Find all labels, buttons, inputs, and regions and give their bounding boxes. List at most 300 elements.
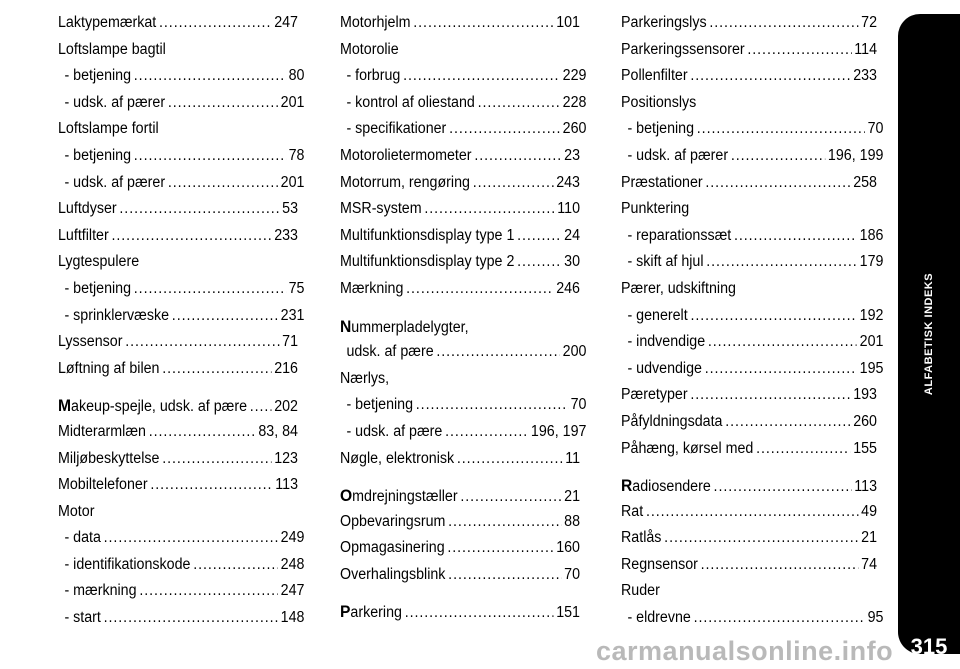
leader-dots bbox=[125, 333, 279, 351]
leader-dots bbox=[708, 333, 857, 351]
entry-text: Loftslampe bagtil bbox=[58, 40, 166, 58]
entry-label bbox=[627, 307, 687, 325]
entry-label bbox=[340, 566, 445, 584]
index-entry bbox=[621, 360, 883, 387]
index-entry bbox=[58, 307, 304, 334]
entry-initial: M bbox=[58, 396, 72, 416]
entry-text: - indvendige bbox=[627, 333, 706, 351]
entry-text: Overhalingsblink bbox=[340, 565, 446, 583]
entry-page: 247 bbox=[280, 582, 305, 600]
entry-page: 201 bbox=[859, 333, 884, 351]
entry-text: akeup-spejle, udsk. af pære bbox=[71, 398, 248, 416]
entry-label bbox=[340, 513, 445, 531]
leader-dots bbox=[193, 556, 278, 574]
entry-label bbox=[340, 486, 458, 506]
entry-text: - betjening bbox=[64, 146, 132, 164]
leader-dots bbox=[405, 604, 554, 622]
leader-dots bbox=[517, 227, 561, 245]
entry-label bbox=[621, 94, 696, 112]
entry-text: Løftning af bilen bbox=[58, 359, 160, 377]
index-entry bbox=[58, 423, 298, 450]
entry-text: Opbevaringsrum bbox=[340, 512, 446, 530]
leader-dots bbox=[690, 386, 850, 404]
entry-page: 114 bbox=[854, 40, 878, 58]
index-entry bbox=[340, 602, 580, 629]
leader-dots bbox=[424, 200, 554, 218]
entry-page: 148 bbox=[280, 609, 305, 627]
index-entry bbox=[58, 529, 304, 556]
index-entry bbox=[621, 307, 883, 334]
entry-page: 72 bbox=[861, 14, 878, 31]
entry-text: - start bbox=[64, 609, 101, 627]
leader-dots bbox=[168, 94, 278, 112]
entry-text: Pollenfilter bbox=[621, 67, 688, 85]
entry-text: adiosendere bbox=[632, 478, 711, 496]
entry-text: - udsk. af pærer bbox=[64, 93, 166, 111]
entry-label bbox=[58, 253, 139, 271]
entry-label bbox=[621, 440, 753, 458]
entry-page: 260 bbox=[562, 120, 587, 138]
entry-page: 11 bbox=[565, 449, 581, 467]
index-entry bbox=[621, 609, 883, 636]
entry-text: Pærer, udskiftning bbox=[621, 279, 736, 297]
entry-page: 30 bbox=[564, 253, 581, 271]
entry-text: MSR-system bbox=[340, 200, 422, 218]
entry-page: 193 bbox=[853, 386, 878, 404]
index-entry bbox=[340, 539, 580, 566]
entry-label bbox=[627, 120, 694, 138]
entry-initial: R bbox=[621, 476, 633, 496]
index-entry bbox=[58, 609, 304, 636]
leader-dots bbox=[705, 360, 857, 378]
entry-label bbox=[627, 227, 731, 245]
entry-text: Luftfilter bbox=[58, 226, 109, 244]
entry-page: 24 bbox=[564, 226, 581, 244]
entry-initial: O bbox=[340, 486, 353, 506]
entry-label bbox=[340, 200, 422, 218]
entry-label bbox=[621, 476, 711, 496]
index-entry bbox=[340, 200, 580, 227]
entry-page: 233 bbox=[274, 226, 299, 244]
entry-label bbox=[627, 253, 703, 271]
leader-dots bbox=[709, 14, 858, 32]
index-entry bbox=[621, 147, 883, 174]
index-entry bbox=[621, 413, 877, 440]
entry-text: Motor bbox=[58, 502, 95, 520]
entry-page: 70 bbox=[570, 396, 587, 414]
entry-label bbox=[340, 253, 514, 271]
leader-dots bbox=[478, 94, 560, 112]
index-entry bbox=[58, 556, 304, 583]
index-entry bbox=[58, 94, 304, 121]
index-entry bbox=[621, 503, 877, 530]
page-number: 315 bbox=[910, 634, 948, 659]
entry-page: 83, 84 bbox=[258, 422, 299, 440]
entry-text: - udsk. af pærer bbox=[627, 146, 729, 164]
leader-dots bbox=[436, 343, 559, 361]
index-entry bbox=[340, 317, 580, 344]
entry-label bbox=[346, 67, 400, 85]
entry-page: 243 bbox=[556, 173, 581, 191]
entry-page: 258 bbox=[853, 173, 878, 191]
entry-text: - eldrevne bbox=[627, 609, 691, 627]
entry-page: 71 bbox=[282, 333, 299, 351]
entry-text: Pæretyper bbox=[621, 386, 688, 404]
entry-text: Mobiltelefoner bbox=[58, 476, 148, 494]
entry-text: - mærkning bbox=[64, 582, 137, 600]
index-entry bbox=[340, 450, 580, 477]
entry-label bbox=[621, 14, 707, 32]
leader-dots bbox=[172, 307, 278, 325]
leader-dots bbox=[457, 450, 563, 468]
entry-page: 231 bbox=[280, 306, 305, 324]
index-column-1 bbox=[58, 14, 305, 636]
leader-dots bbox=[111, 227, 271, 245]
entry-page: 249 bbox=[280, 529, 305, 547]
entry-label bbox=[58, 476, 148, 494]
index-entry bbox=[58, 147, 304, 174]
entry-label bbox=[64, 529, 100, 547]
entry-page: 113 bbox=[275, 476, 299, 494]
entry-page: 151 bbox=[556, 604, 581, 622]
entry-label bbox=[346, 120, 446, 138]
entry-text: Ruder bbox=[621, 582, 660, 600]
index-entry bbox=[621, 529, 877, 556]
leader-dots bbox=[694, 609, 865, 627]
leader-dots bbox=[104, 609, 278, 627]
entry-page: 200 bbox=[562, 343, 587, 361]
entry-label bbox=[621, 582, 660, 600]
entry-page: 74 bbox=[861, 555, 878, 573]
index-entry bbox=[58, 450, 298, 477]
entry-page: 216 bbox=[274, 359, 299, 377]
entry-page: 110 bbox=[557, 200, 581, 218]
entry-page: 53 bbox=[282, 200, 299, 218]
entry-label bbox=[340, 450, 454, 468]
entry-page: 247 bbox=[274, 14, 299, 31]
leader-dots bbox=[162, 450, 271, 468]
entry-label bbox=[627, 360, 702, 378]
entry-label bbox=[64, 582, 136, 600]
index-entry bbox=[58, 14, 298, 41]
entry-text: Multifunktionsdisplay type 1 bbox=[340, 226, 515, 244]
entry-text: Lygtespulere bbox=[58, 253, 140, 271]
index-entry bbox=[621, 174, 877, 201]
index-entry bbox=[621, 120, 883, 147]
entry-text: - betjening bbox=[64, 279, 132, 297]
entry-label bbox=[346, 94, 474, 112]
entry-page: 248 bbox=[280, 555, 305, 573]
leader-dots bbox=[756, 440, 850, 458]
index-entry bbox=[58, 253, 298, 280]
entry-label bbox=[340, 370, 389, 388]
entry-label bbox=[340, 41, 399, 59]
entry-label bbox=[64, 174, 165, 192]
entry-text: Påhæng, kørsel med bbox=[621, 439, 754, 457]
entry-label bbox=[621, 413, 722, 431]
leader-dots bbox=[474, 147, 561, 165]
leader-dots bbox=[447, 539, 553, 557]
index-entry bbox=[58, 476, 298, 503]
entry-page: 23 bbox=[564, 146, 581, 164]
entry-page: 228 bbox=[562, 93, 587, 111]
entry-label bbox=[64, 556, 190, 574]
entry-text: Midterarmlæn bbox=[58, 422, 146, 440]
index-entry bbox=[621, 280, 877, 307]
index-entry bbox=[621, 476, 877, 503]
entry-label bbox=[621, 200, 689, 218]
entry-text: - udsk. af pærer bbox=[64, 173, 166, 191]
entry-label bbox=[340, 147, 472, 165]
index-entry bbox=[340, 343, 586, 370]
leader-dots bbox=[460, 488, 561, 506]
entry-label bbox=[58, 423, 146, 441]
entry-label bbox=[621, 41, 745, 59]
entry-page: 155 bbox=[853, 439, 878, 457]
entry-label bbox=[64, 147, 131, 165]
entry-page: 196, 197 bbox=[530, 422, 587, 440]
entry-label bbox=[340, 174, 470, 192]
entry-text: Opmagasinering bbox=[340, 539, 445, 557]
index-entry bbox=[340, 120, 586, 147]
leader-dots bbox=[725, 413, 850, 431]
index-entry bbox=[58, 120, 298, 147]
index-entry bbox=[58, 360, 298, 387]
entry-text: Motorhjelm bbox=[340, 14, 411, 31]
entry-page: 70 bbox=[867, 120, 884, 138]
entry-page: 179 bbox=[859, 253, 884, 271]
entry-text: Regnsensor bbox=[621, 555, 698, 573]
entry-label bbox=[621, 280, 736, 298]
entry-label bbox=[58, 333, 122, 351]
entry-text: - skift af hjul bbox=[627, 253, 704, 271]
entry-text: - identifikationskode bbox=[64, 555, 191, 573]
index-entry bbox=[58, 333, 298, 360]
index-entry bbox=[340, 147, 580, 174]
leader-dots bbox=[139, 582, 278, 600]
leader-dots bbox=[159, 14, 271, 32]
leader-dots bbox=[413, 14, 553, 32]
entry-text: Miljøbeskyttelse bbox=[58, 449, 160, 467]
index-entry bbox=[621, 227, 883, 254]
leader-dots bbox=[664, 529, 858, 547]
leader-dots bbox=[747, 41, 851, 59]
leader-dots bbox=[449, 120, 560, 138]
leader-dots bbox=[448, 566, 561, 584]
index-entry bbox=[58, 200, 298, 227]
entry-text: mdrejningstæller bbox=[352, 488, 458, 506]
entry-text: Luftdyser bbox=[58, 200, 117, 218]
index-entry bbox=[340, 280, 580, 307]
entry-label bbox=[58, 120, 159, 138]
entry-label bbox=[58, 200, 117, 218]
entry-label bbox=[64, 609, 100, 627]
entry-text: - sprinklervæske bbox=[64, 306, 170, 324]
entry-text: - udsk. af pære bbox=[346, 422, 443, 440]
entry-page: 75 bbox=[288, 279, 305, 297]
index-entry bbox=[58, 67, 304, 94]
index-entry bbox=[340, 67, 586, 94]
entry-text: Ratlås bbox=[621, 529, 662, 547]
entry-label bbox=[621, 386, 688, 404]
entry-page: 246 bbox=[556, 279, 581, 297]
leader-dots bbox=[731, 147, 825, 165]
entry-text: Parkeringslys bbox=[621, 14, 707, 31]
entry-text: udsk. af pære bbox=[346, 343, 434, 361]
index-entry bbox=[340, 566, 580, 593]
entry-page: 113 bbox=[854, 478, 878, 496]
entry-text: Punktering bbox=[621, 200, 690, 218]
leader-dots bbox=[690, 67, 850, 85]
index-entry bbox=[340, 396, 586, 423]
index-entry bbox=[340, 486, 580, 513]
entry-label bbox=[627, 147, 728, 165]
watermark: carmanualsonline.info bbox=[596, 636, 894, 666]
entry-text: - forbrug bbox=[346, 67, 401, 85]
entry-text: Præstationer bbox=[621, 173, 703, 191]
entry-text: Nærlys, bbox=[340, 369, 390, 387]
leader-dots bbox=[134, 67, 286, 85]
entry-label bbox=[621, 503, 643, 521]
entry-label bbox=[64, 307, 169, 325]
index-entry bbox=[340, 513, 580, 540]
entry-text: Multifunktionsdisplay type 2 bbox=[340, 253, 515, 271]
entry-label bbox=[58, 503, 94, 521]
index-entry bbox=[58, 503, 298, 530]
leader-dots bbox=[162, 360, 271, 378]
entry-label bbox=[58, 450, 159, 468]
entry-text: - reparationssæt bbox=[627, 226, 732, 244]
entry-initial: N bbox=[340, 316, 352, 336]
leader-dots bbox=[119, 200, 279, 218]
index-entry bbox=[621, 253, 883, 280]
entry-page: 101 bbox=[556, 14, 581, 31]
index-entry bbox=[621, 94, 877, 121]
leader-dots bbox=[448, 513, 561, 531]
leader-dots bbox=[714, 478, 852, 496]
index-entry bbox=[621, 333, 883, 360]
entry-label bbox=[346, 343, 433, 361]
entry-page: 229 bbox=[562, 67, 587, 85]
entry-label bbox=[58, 227, 109, 245]
entry-page: 123 bbox=[274, 449, 299, 467]
entry-label bbox=[64, 94, 165, 112]
entry-page: 95 bbox=[867, 609, 884, 627]
entry-page: 201 bbox=[280, 93, 305, 111]
entry-page: 201 bbox=[280, 173, 305, 191]
entry-page: 233 bbox=[853, 67, 878, 85]
entry-label bbox=[58, 41, 166, 59]
leader-dots bbox=[734, 227, 857, 245]
entry-label bbox=[58, 396, 247, 416]
leader-dots bbox=[690, 307, 856, 325]
entry-page: 88 bbox=[564, 512, 581, 530]
index-entry bbox=[58, 582, 304, 609]
entry-text: Mærkning bbox=[340, 279, 404, 297]
entry-text: Motorolietermometer bbox=[340, 146, 472, 164]
index-column-2 bbox=[340, 14, 587, 629]
entry-text: - udvendige bbox=[627, 359, 702, 377]
entry-label bbox=[627, 333, 705, 351]
entry-label bbox=[621, 529, 661, 547]
entry-page: 186 bbox=[859, 226, 884, 244]
entry-page: 80 bbox=[288, 67, 305, 85]
leader-dots bbox=[406, 280, 553, 298]
leader-dots bbox=[134, 280, 286, 298]
index-entry bbox=[340, 423, 586, 450]
entry-text: Laktypemærkat bbox=[58, 14, 157, 31]
index-entry bbox=[340, 370, 580, 397]
leader-dots bbox=[150, 476, 272, 494]
index-entry bbox=[621, 556, 877, 583]
entry-label bbox=[340, 280, 403, 298]
entry-text: ummerpladelygter, bbox=[351, 318, 469, 336]
index-entry bbox=[621, 582, 877, 609]
entry-label bbox=[340, 539, 445, 557]
entry-page: 78 bbox=[288, 146, 305, 164]
entry-label bbox=[340, 602, 402, 622]
entry-page: 160 bbox=[556, 539, 581, 557]
entry-page: 202 bbox=[274, 398, 299, 416]
leader-dots bbox=[134, 147, 286, 165]
entry-text: Motorolie bbox=[340, 40, 399, 58]
entry-text: Motorrum, rengøring bbox=[340, 173, 470, 191]
entry-page: 21 bbox=[564, 488, 581, 506]
index-entry bbox=[340, 14, 580, 41]
entry-text: Loftslampe fortil bbox=[58, 120, 159, 138]
entry-label bbox=[346, 423, 442, 441]
section-title: ALFABETISK INDEKS bbox=[923, 272, 935, 396]
index-column-3 bbox=[621, 14, 884, 636]
index-entry bbox=[340, 253, 580, 280]
leader-dots bbox=[473, 174, 554, 192]
entry-label bbox=[346, 396, 413, 414]
index-entry bbox=[340, 227, 580, 254]
entry-label bbox=[621, 67, 688, 85]
leader-dots bbox=[445, 423, 528, 441]
index-entry bbox=[340, 41, 580, 68]
entry-text: - kontrol af oliestand bbox=[346, 93, 475, 111]
entry-label bbox=[64, 280, 131, 298]
leader-dots bbox=[697, 120, 865, 138]
entry-text: - data bbox=[64, 529, 101, 547]
entry-page: 195 bbox=[859, 359, 884, 377]
entry-label bbox=[340, 14, 411, 32]
index-entry bbox=[58, 174, 304, 201]
entry-text: Lyssensor bbox=[58, 333, 123, 351]
entry-text: - betjening bbox=[346, 396, 414, 414]
index-entry bbox=[340, 94, 586, 121]
entry-label bbox=[64, 67, 131, 85]
index-entry bbox=[621, 200, 877, 227]
index-entry bbox=[58, 280, 304, 307]
index-entry bbox=[58, 396, 298, 423]
entry-text: Påfyldningsdata bbox=[621, 412, 723, 430]
entry-page: 196, 199 bbox=[827, 146, 884, 164]
entry-text: Positionslys bbox=[621, 93, 697, 111]
entry-text: - betjening bbox=[64, 67, 132, 85]
leader-dots bbox=[517, 253, 561, 271]
leader-dots bbox=[149, 423, 256, 441]
entry-label bbox=[58, 360, 159, 378]
entry-text: - betjening bbox=[627, 120, 695, 138]
leader-dots bbox=[104, 529, 278, 547]
entry-text: arkering bbox=[350, 604, 402, 622]
entry-page: 70 bbox=[564, 565, 581, 583]
entry-text: - specifikationer bbox=[346, 120, 447, 138]
entry-text: - generelt bbox=[627, 306, 688, 324]
leader-dots bbox=[403, 67, 560, 85]
